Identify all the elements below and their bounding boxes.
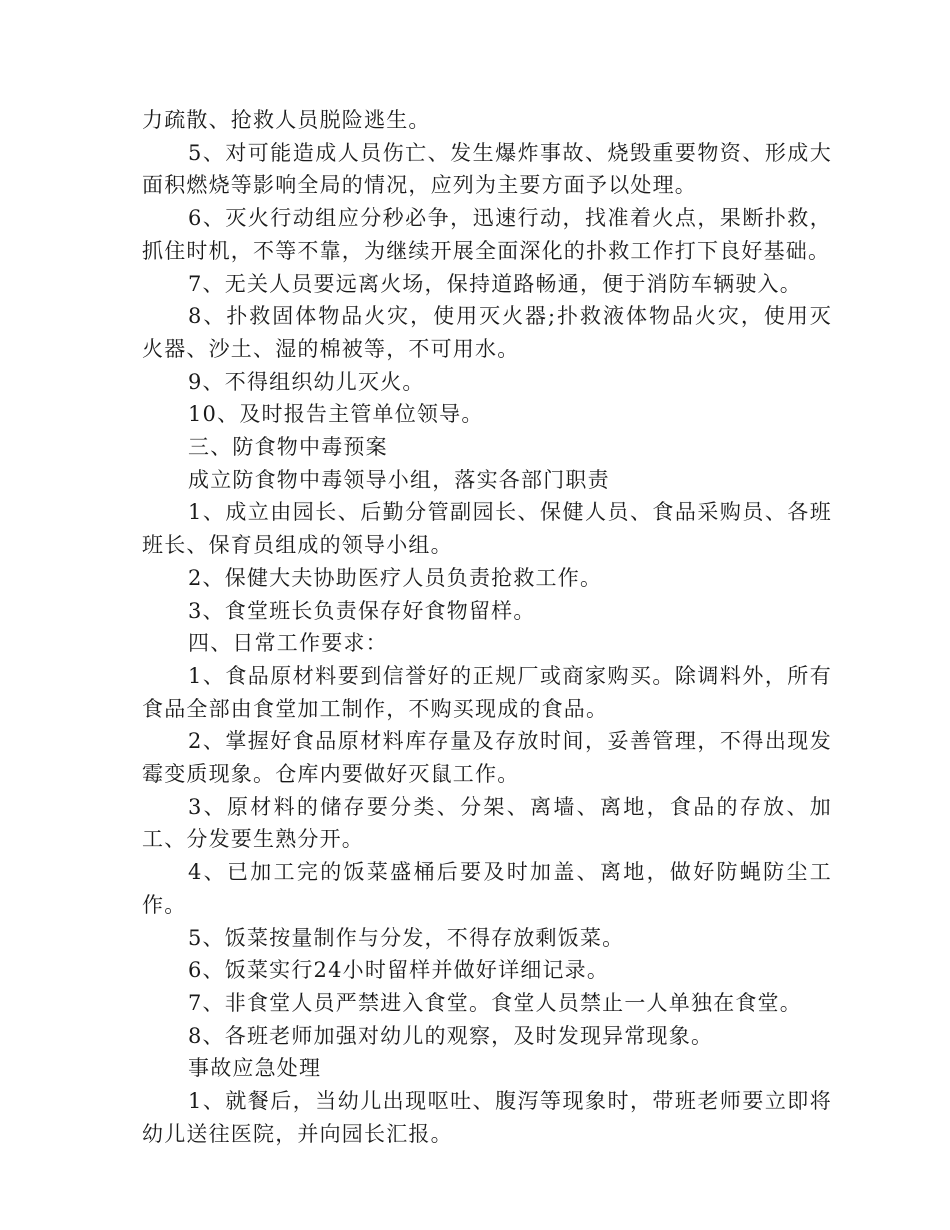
paragraph: 2、掌握好食品原材料库存量及存放时间，妥善管理，不得出现发霉变质现象。仓库内要做好灭鼠工作。 <box>142 729 832 787</box>
paragraph: 1、成立由园长、后勤分管副园长、保健人员、食品采购员、各班班长、保育员组成的领导小组。 <box>142 500 832 558</box>
paragraph: 3、原材料的储存要分类、分架、离墙、离地，食品的存放、加工、分发要生熟分开。 <box>142 794 832 852</box>
section-heading: 四、日常工作要求： <box>188 631 388 656</box>
paragraph: 8、各班老师加强对幼儿的观察，及时发现异常现象。 <box>188 1023 714 1048</box>
paragraph: 力疏散、抢救人员脱险逃生。 <box>142 108 431 132</box>
paragraph: 2、保健大夫协助医疗人员负责抢救工作。 <box>188 565 603 590</box>
paragraph: 5、对可能造成人员伤亡、发生爆炸事故、烧毁重要物资、形成大面积燃烧等影响全局的情况，应列为主要方面予以处理。 <box>142 140 832 198</box>
paragraph: 8、扑救固体物品火灾，使用灭火器;扑救液体物品火灾，使用灭火器、沙土、湿的棉被等，不可用水。 <box>142 304 832 361</box>
subheading: 成立防食物中毒领导小组，落实各部门职责 <box>188 467 610 492</box>
paragraph: 7、非食堂人员严禁进入食堂。食堂人员禁止一人单独在食堂。 <box>188 990 802 1015</box>
paragraph: 9、不得组织幼儿灭火。 <box>188 369 425 394</box>
subheading: 事故应急处理 <box>188 1056 322 1081</box>
paragraph: 6、饭菜实行24小时留样并做好详细记录。 <box>188 958 610 983</box>
paragraph: 1、就餐后，当幼儿出现呕吐、腹泻等现象时，带班老师要立即将幼儿送往医院，并向园长汇报。 <box>142 1089 832 1146</box>
paragraph: 10、及时报告主管单位领导。 <box>188 402 484 427</box>
section-heading: 三、防食物中毒预案 <box>188 435 388 460</box>
paragraph: 4、已加工完的饭菜盛桶后要及时加盖、离地，做好防蝇防尘工作。 <box>142 860 832 917</box>
paragraph: 5、饭菜按量制作与分发，不得存放剩饭菜。 <box>188 925 625 950</box>
paragraph: 6、灭火行动组应分秒必争，迅速行动，找准着火点，果断扑救，抓住时机，不等不靠，为继续开展全面深化的扑救工作打下良好基础。 <box>142 206 832 263</box>
paragraph: 7、无关人员要远离火场，保持道路畅通，便于消防车辆驶入。 <box>188 271 802 296</box>
document-body <box>142 104 832 1151</box>
paragraph: 3、食堂班长负责保存好食物留样。 <box>188 598 536 623</box>
paragraph: 1、食品原材料要到信誉好的正规厂或商家购买。除调料外，所有食品全部由食堂加工制作，不购买现成的食品。 <box>142 663 832 721</box>
